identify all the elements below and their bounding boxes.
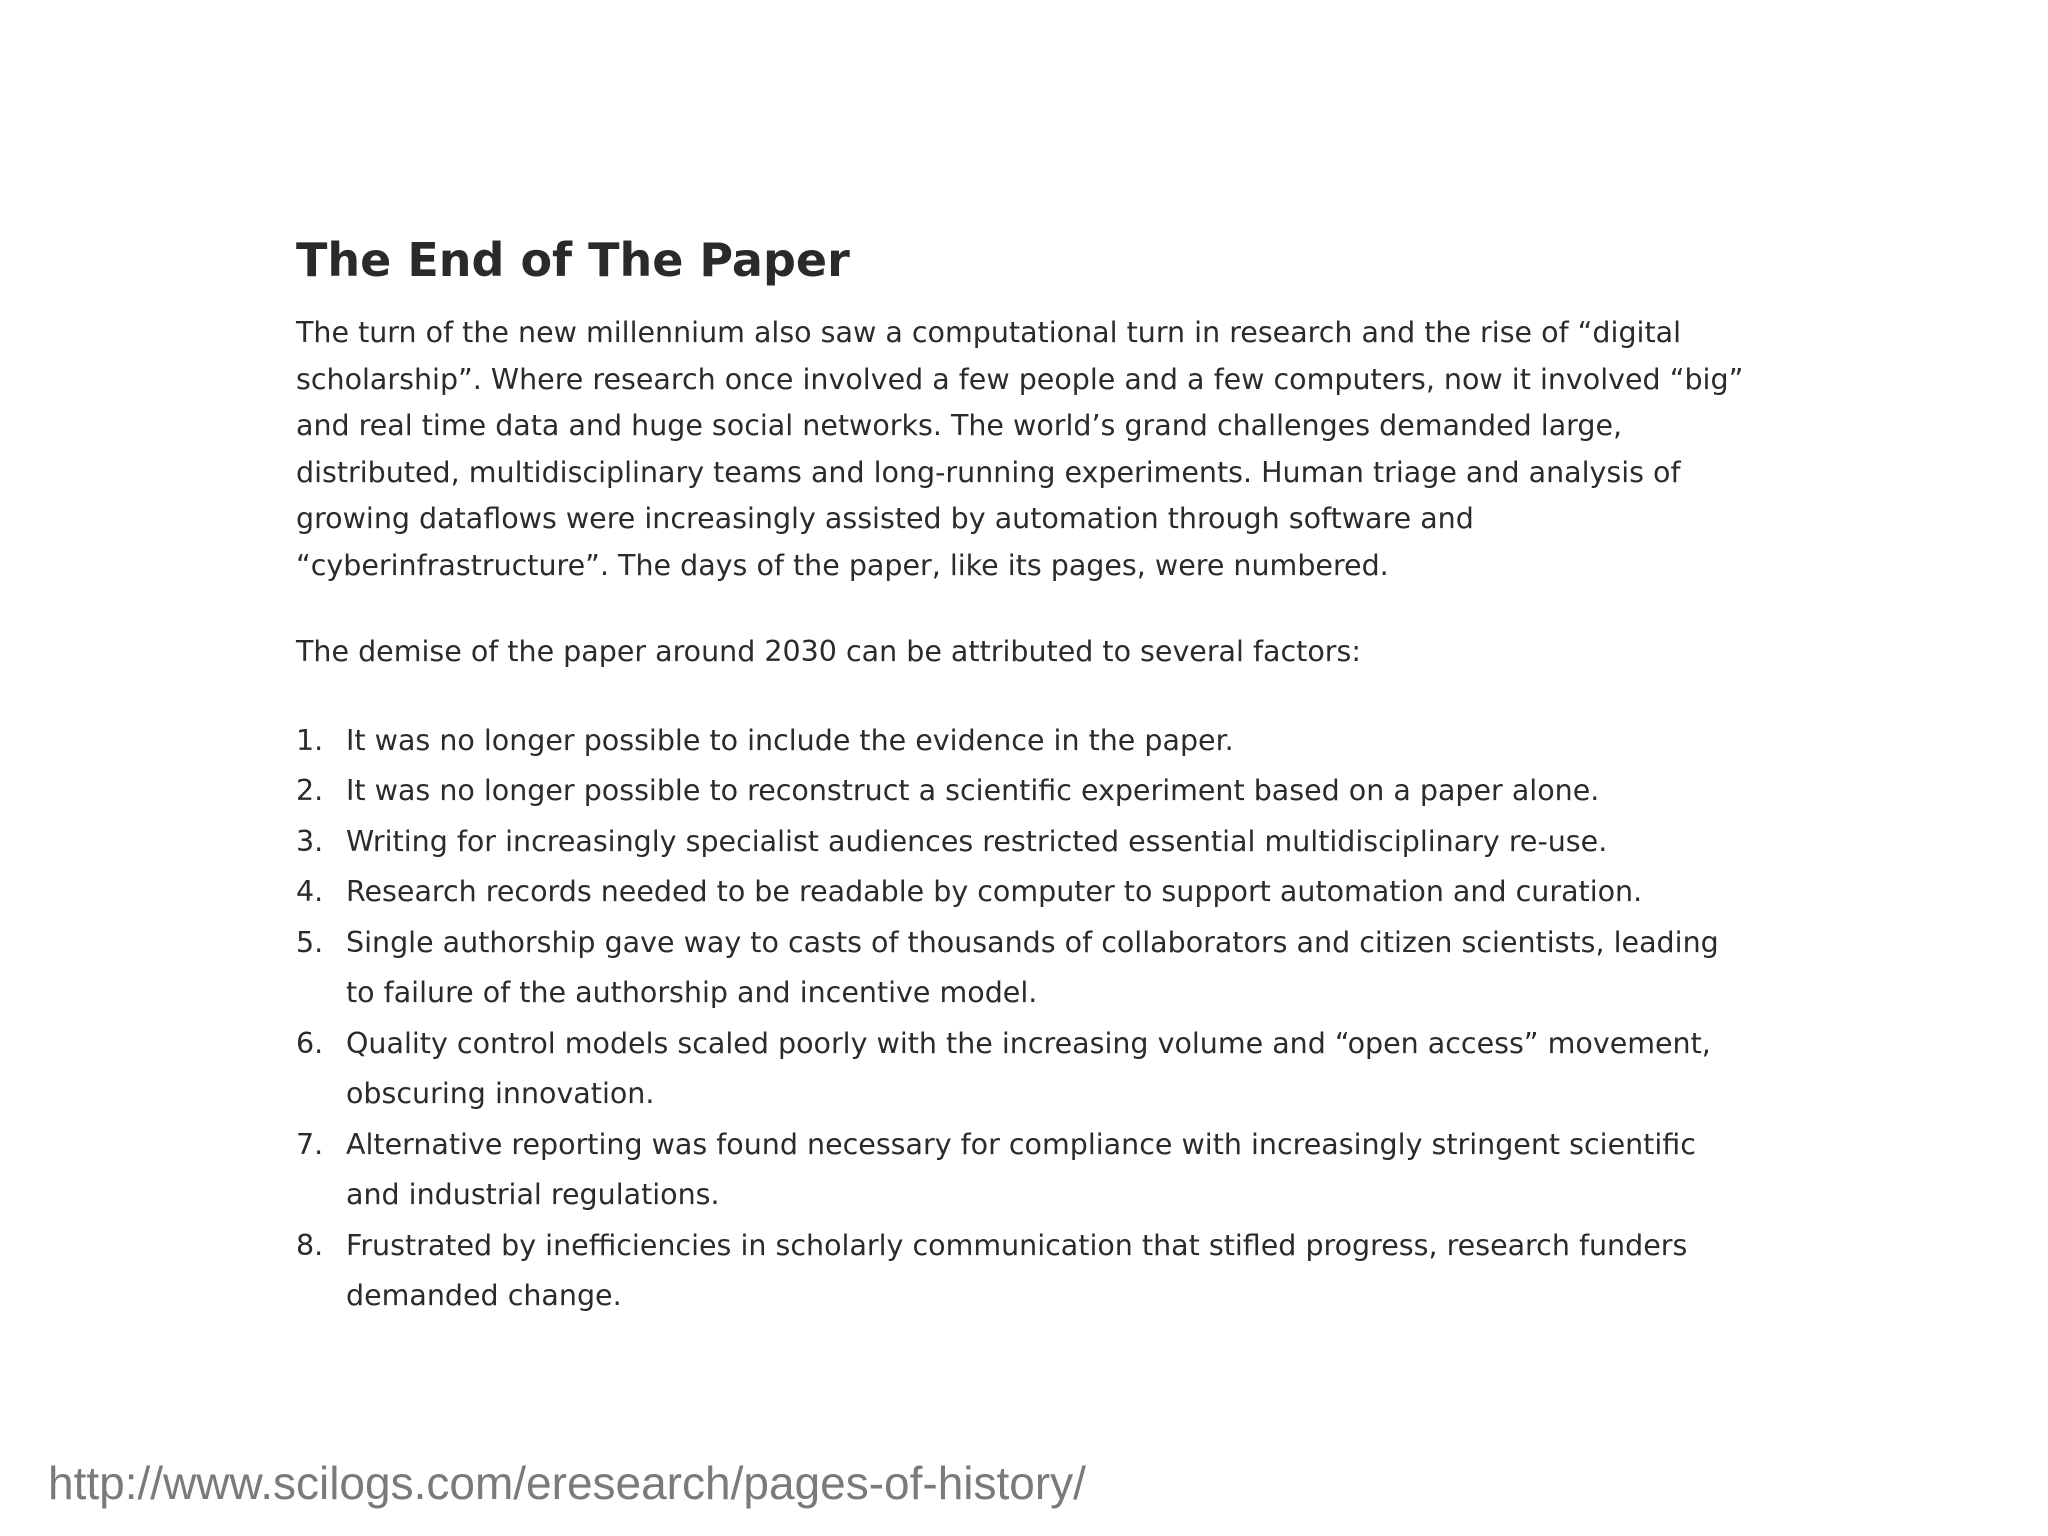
list-item-number: 7. [296, 1127, 324, 1161]
list-item [296, 1019, 1796, 1120]
list-item-number: 3. [296, 824, 324, 858]
list-item-number: 8. [296, 1228, 324, 1262]
list-item-line: demanded change. [346, 1279, 622, 1312]
list-item-text [346, 918, 1796, 1019]
list-item-text [346, 1221, 1796, 1322]
list-item-text [346, 716, 1796, 767]
list-item [296, 766, 1796, 817]
list-item [296, 716, 1796, 767]
list-item-line: Single authorship gave way to casts of thousands of collaborators and citizen scientists, leading [346, 925, 1719, 959]
paragraph-line: scholarship”. Where research once involved a few people and a few computers, now it involved “big” [296, 362, 1744, 396]
factors-intro: The demise of the paper around 2030 can be attributed to several factors: [296, 635, 1361, 668]
paragraph-line: distributed, multidisciplinary teams and long-running experiments. Human triage and analysis of [296, 455, 1681, 489]
list-item-line: Quality control models scaled poorly with the increasing volume and “open access” movement, [346, 1026, 1711, 1060]
list-item-line: Writing for increasingly specialist audiences restricted essential multidisciplinary re-use. [346, 824, 1608, 858]
list-item [296, 1120, 1796, 1221]
list-item [296, 817, 1796, 868]
source-url-text: http://www.scilogs.com/eresearch/pages-of-history/ [48, 1457, 1086, 1509]
list-item [296, 918, 1796, 1019]
list-item-line: Research records needed to be readable by computer to support automation and curation. [346, 875, 1643, 908]
list-item-line: to failure of the authorship and incentive model. [346, 976, 1038, 1009]
list-item-line: and industrial regulations. [346, 1178, 720, 1211]
list-item-text [346, 817, 1796, 868]
list-item-number: 2. [296, 774, 324, 807]
list-item-text [346, 867, 1796, 918]
paragraph-line: growing dataflows were increasingly assisted by automation through software and [296, 502, 1474, 535]
document-title: The End of The Paper [296, 233, 850, 287]
list-item-line: It was no longer possible to include the evidence in the paper. [346, 723, 1234, 757]
list-item-number: 1. [296, 723, 324, 757]
list-item-text [346, 766, 1796, 817]
list-item [296, 867, 1796, 918]
list-item-line: Frustrated by inefficiencies in scholarly communication that stifled progress, research funders [346, 1228, 1688, 1262]
list-item-number: 6. [296, 1026, 324, 1060]
list-item-text [346, 1019, 1796, 1120]
list-item-line: obscuring innovation. [346, 1077, 655, 1110]
paragraph-line: The turn of the new millennium also saw a computational turn in research and the rise of “digital [296, 316, 1682, 349]
factors-list [296, 716, 1796, 1322]
list-item-text [346, 1120, 1796, 1221]
paragraph-line: and real time data and huge social networks. The world’s grand challenges demanded large, [296, 409, 1623, 442]
document-excerpt [296, 232, 1796, 1322]
paragraph-line: “cyberinfrastructure”. The days of the paper, like its pages, were numbered. [296, 548, 1389, 582]
paragraph-computational-turn [296, 310, 1796, 589]
list-item-number: 4. [296, 875, 324, 908]
list-item-line: Alternative reporting was found necessary for compliance with increasingly stringent scientific [346, 1127, 1696, 1161]
list-item-line: It was no longer possible to reconstruct a scientific experiment based on a paper alone. [346, 774, 1600, 807]
list-item [296, 1221, 1796, 1322]
list-item-number: 5. [296, 925, 324, 959]
